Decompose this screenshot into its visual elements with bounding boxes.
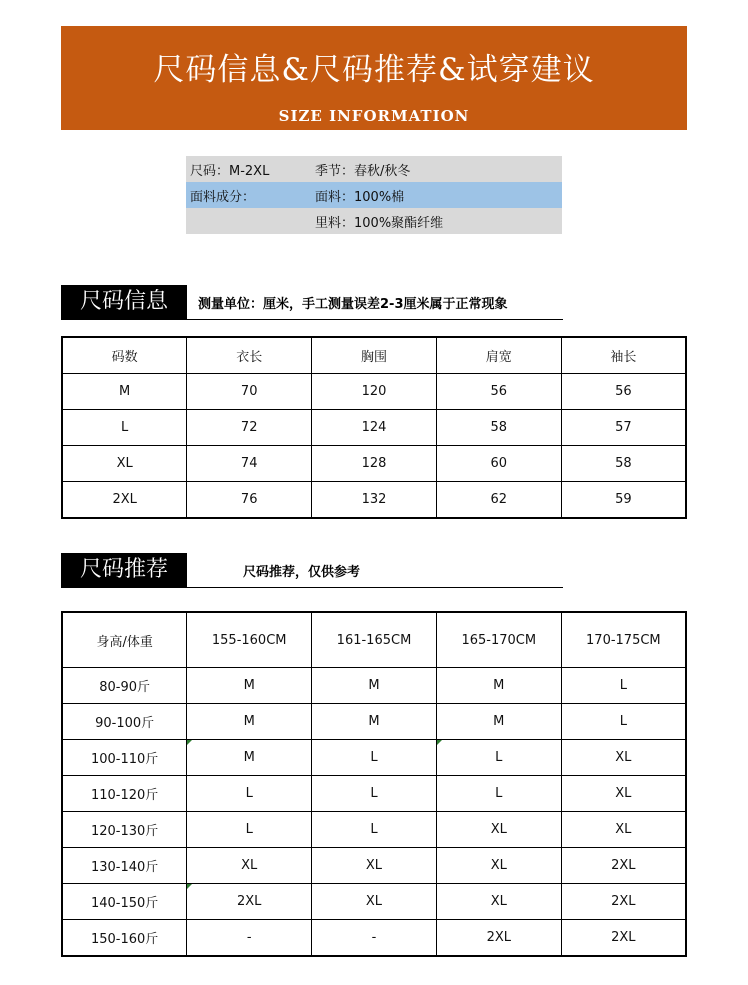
header-cell: 袖长 — [561, 337, 686, 374]
table-cell: M — [187, 704, 312, 740]
table-cell: 2XL — [187, 884, 312, 920]
table-row — [62, 482, 686, 519]
info-size-range: 尺码：M-2XL — [186, 156, 311, 182]
table-cell: L — [187, 812, 312, 848]
table-cell: 128 — [312, 446, 437, 482]
rec-section-label: 尺码推荐 — [61, 553, 187, 587]
table-cell: 60 — [436, 446, 561, 482]
header-cell: 肩宽 — [436, 337, 561, 374]
table-cell: XL — [436, 848, 561, 884]
title-banner — [61, 26, 687, 130]
product-info-table — [186, 156, 562, 234]
table-cell: 140-150斤 — [62, 884, 187, 920]
table-cell: 120 — [312, 374, 437, 410]
table-cell: XL — [561, 740, 686, 776]
header-cell: 码数 — [62, 337, 187, 374]
table-cell: 2XL — [62, 482, 187, 519]
info-row-fabric — [186, 182, 562, 208]
table-cell: L — [312, 740, 437, 776]
size-section-note: 测量单位：厘米，手工测量误差2-3厘米属于正常现象 — [198, 297, 508, 312]
table-cell: M — [436, 668, 561, 704]
table-row — [62, 812, 686, 848]
table-cell: 62 — [436, 482, 561, 519]
table-row — [62, 776, 686, 812]
table-cell: 80-90斤 — [62, 668, 187, 704]
page-subtitle: SIZE INFORMATION — [278, 107, 470, 125]
table-cell: 56 — [436, 374, 561, 410]
table-cell: 100-110斤 — [62, 740, 187, 776]
size-recommendation-table — [61, 611, 687, 957]
header-cell: 170-175CM — [561, 612, 686, 668]
table-cell: XL — [436, 884, 561, 920]
info-fabric-lining: 里料：100%聚酯纤维 — [311, 208, 562, 234]
table-header-row — [62, 612, 686, 668]
header-cell: 165-170CM — [436, 612, 561, 668]
table-cell: 59 — [561, 482, 686, 519]
rec-section-header — [61, 553, 563, 588]
table-row — [62, 446, 686, 482]
header-cell: 155-160CM — [187, 612, 312, 668]
table-cell: L — [561, 668, 686, 704]
size-section-label: 尺码信息 — [61, 285, 187, 319]
table-cell: XL — [62, 446, 187, 482]
header-cell: 161-165CM — [312, 612, 437, 668]
table-row — [62, 704, 686, 740]
table-cell: M — [312, 704, 437, 740]
table-cell: 2XL — [561, 884, 686, 920]
table-cell: L — [62, 410, 187, 446]
page-title: 尺码信息&尺码推荐&试穿建议 — [153, 52, 595, 88]
info-season: 季节：春秋/秋冬 — [311, 156, 562, 182]
table-cell: XL — [312, 884, 437, 920]
table-cell: 110-120斤 — [62, 776, 187, 812]
size-info-table — [61, 336, 687, 519]
table-cell: L — [561, 704, 686, 740]
table-cell: M — [62, 374, 187, 410]
table-cell: 76 — [187, 482, 312, 519]
table-cell: 120-130斤 — [62, 812, 187, 848]
info-fabric-label: 面料成分： — [186, 182, 311, 208]
table-cell: M — [187, 740, 312, 776]
table-cell: L — [312, 812, 437, 848]
table-row — [62, 848, 686, 884]
table-cell: 124 — [312, 410, 437, 446]
table-row — [62, 668, 686, 704]
size-section-header — [61, 285, 563, 320]
table-cell: M — [436, 704, 561, 740]
table-row — [62, 920, 686, 957]
info-row-size-season — [186, 156, 562, 182]
table-cell: 58 — [561, 446, 686, 482]
table-cell: XL — [187, 848, 312, 884]
info-empty-cell — [186, 208, 311, 234]
table-cell: - — [187, 920, 312, 957]
table-cell: L — [312, 776, 437, 812]
table-cell: XL — [436, 812, 561, 848]
table-cell: L — [436, 740, 561, 776]
table-cell: 70 — [187, 374, 312, 410]
rec-section-note: 尺码推荐，仅供参考 — [243, 565, 361, 580]
table-cell: M — [187, 668, 312, 704]
header-cell: 胸围 — [312, 337, 437, 374]
table-cell: 57 — [561, 410, 686, 446]
table-cell: 132 — [312, 482, 437, 519]
table-cell: 58 — [436, 410, 561, 446]
table-row — [62, 410, 686, 446]
table-cell: 2XL — [561, 848, 686, 884]
table-cell: XL — [561, 776, 686, 812]
table-cell: L — [187, 776, 312, 812]
table-cell: 74 — [187, 446, 312, 482]
table-cell: 2XL — [561, 920, 686, 957]
info-fabric-outer: 面料：100%棉 — [311, 182, 562, 208]
table-cell: 56 — [561, 374, 686, 410]
header-cell: 身高/体重 — [62, 612, 187, 668]
table-row — [62, 374, 686, 410]
table-cell: XL — [312, 848, 437, 884]
table-cell: 130-140斤 — [62, 848, 187, 884]
table-cell: 150-160斤 — [62, 920, 187, 957]
header-cell: 衣长 — [187, 337, 312, 374]
info-row-lining — [186, 208, 562, 234]
table-cell: - — [312, 920, 437, 957]
table-row — [62, 884, 686, 920]
table-row — [62, 740, 686, 776]
table-header-row — [62, 337, 686, 374]
table-cell: L — [436, 776, 561, 812]
table-cell: 72 — [187, 410, 312, 446]
table-cell: 2XL — [436, 920, 561, 957]
table-cell: M — [312, 668, 437, 704]
table-cell: XL — [561, 812, 686, 848]
table-cell: 90-100斤 — [62, 704, 187, 740]
